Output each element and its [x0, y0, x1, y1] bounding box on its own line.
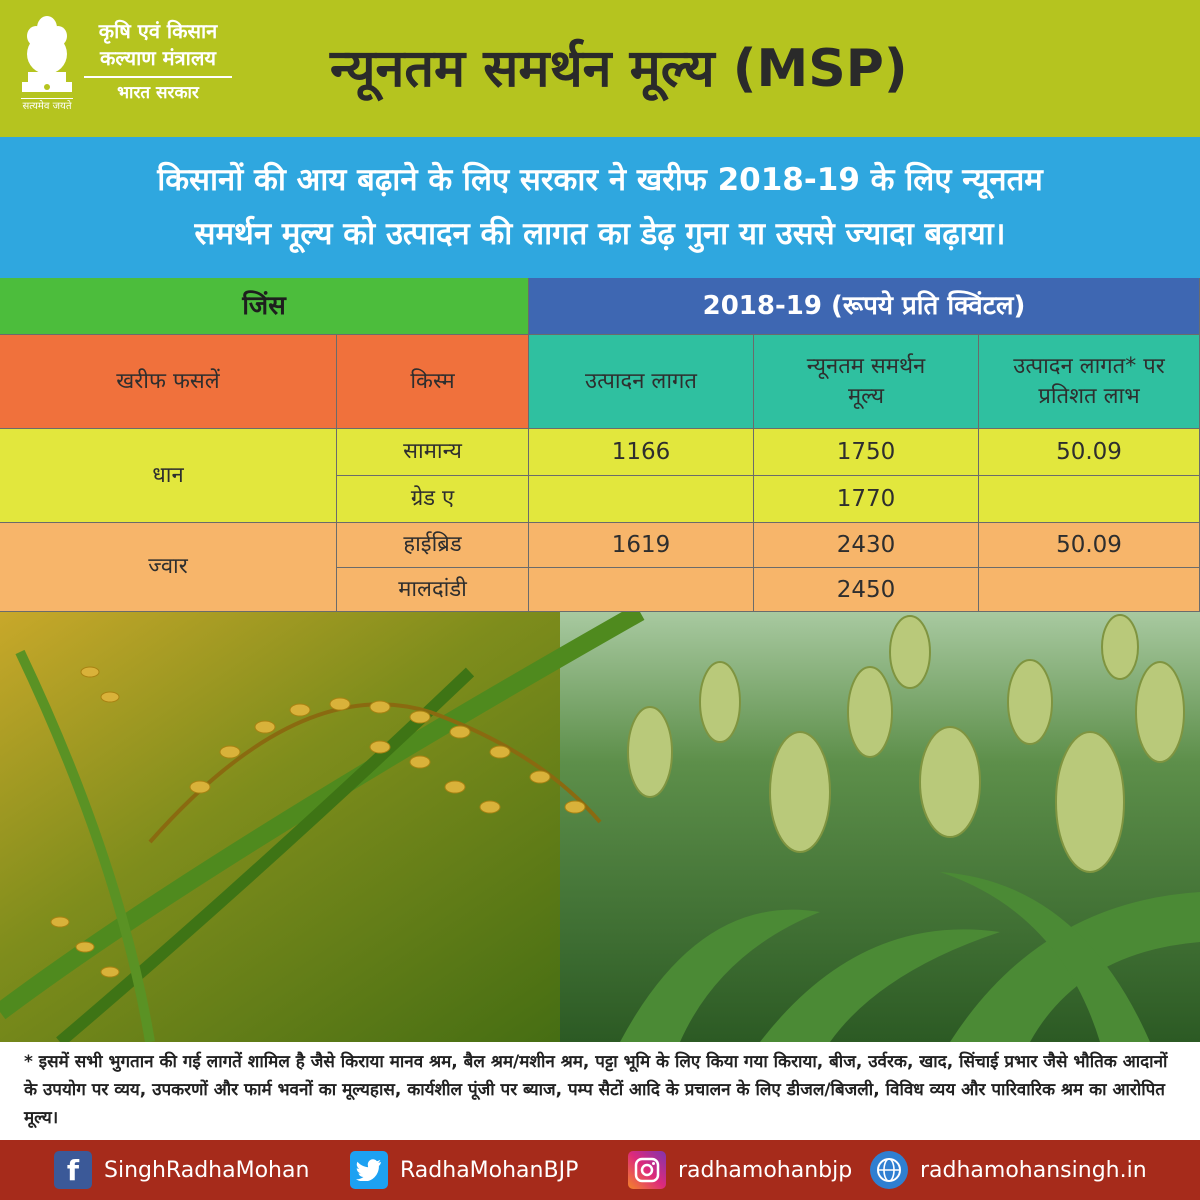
msp-cell: 2430 [754, 523, 979, 568]
footnote [0, 1042, 1200, 1140]
facebook-link[interactable] [54, 1150, 309, 1190]
globe-icon [870, 1151, 908, 1189]
facebook-handle: SinghRadhaMohan [104, 1157, 310, 1183]
msp-cell: 2450 [754, 568, 979, 612]
headline-line2: समर्थन मूल्य को उत्पादन की लागत का डेढ़ गुना या उससे ज्यादा बढ़ाया। [194, 216, 1006, 252]
profit-cell: 50.09 [979, 429, 1200, 476]
instagram-link[interactable] [628, 1150, 852, 1190]
crop-cell-paddy: धान [0, 429, 337, 523]
profit-cell [979, 476, 1200, 523]
instagram-handle: radhamohanbjp [678, 1157, 853, 1183]
column-header-variety: किस्म [337, 335, 529, 429]
twitter-link[interactable] [350, 1150, 578, 1190]
header [0, 0, 1200, 137]
ministry-divider [84, 76, 232, 78]
ministry-line3: भारत सरकार [117, 83, 199, 103]
column-header-msp: न्यूनतम समर्थन मूल्य [754, 335, 979, 429]
headline-banner [0, 137, 1200, 278]
website-url: radhamohansingh.in [920, 1157, 1147, 1183]
variety-cell: सामान्य [337, 429, 529, 476]
column-header-crop: खरीफ फसलें [0, 335, 337, 429]
ministry-line1: कृषि एवं किसान [98, 19, 218, 43]
msp-cell: 1750 [754, 429, 979, 476]
national-emblem-icon [18, 10, 76, 110]
group-header-year: 2018-19 (रूपये प्रति क्विंटल) [529, 278, 1200, 335]
profit-cell: 50.09 [979, 523, 1200, 568]
variety-cell: मालदांडी [337, 568, 529, 612]
website-link[interactable] [870, 1150, 1147, 1190]
crop-cell-jowar: ज्वार [0, 523, 337, 612]
footnote-text: * इसमें सभी भुगतान की गई लागतें शामिल है जैसे किराया मानव श्रम, बैल श्रम/मशीन श्रम, पट्टा भूमि के लिए किया गया किराया, बीज, उर्वरक, खाद, सिंचाई प्रभार जैसे भौतिक आदानों के उपयोग पर व्यय, उपकरणों और फार्म भवनों का मूल्यहास, कार्यशील पूंजी पर ब्याज, पम्प सैटों आदि के प्रचालन के लिए डीजल/बिजली, विविध व्यय और पारिवारिक श्रम का आरोपित मूल्य। [24, 1052, 1168, 1128]
page-title: न्यूनतम समर्थन मूल्य (MSP) [330, 39, 908, 99]
column-header-profit: उत्पादन लागत* पर प्रतिशत लाभ [979, 335, 1200, 429]
group-header-commodity: जिंस [0, 278, 529, 335]
crop-field-photo [0, 612, 1200, 1042]
headline-line1: किसानों की आय बढ़ाने के लिए सरकार ने खरीफ 2018-19 के लिए न्यूनतम [157, 162, 1043, 198]
facebook-icon: f [54, 1151, 92, 1189]
headline-text [20, 153, 1180, 261]
instagram-icon [628, 1151, 666, 1189]
ministry-line2: कल्याण मंत्रालय [99, 46, 217, 70]
cost-cell: 1166 [529, 429, 754, 476]
twitter-handle: RadhaMohanBJP [400, 1157, 579, 1183]
twitter-icon [350, 1151, 388, 1189]
variety-cell: हाईब्रिड [337, 523, 529, 568]
social-bar [0, 1140, 1200, 1200]
msp-cell: 1770 [754, 476, 979, 523]
profit-cell [979, 568, 1200, 612]
cost-cell [529, 476, 754, 523]
variety-cell: ग्रेड ए [337, 476, 529, 523]
column-header-cost: उत्पादन लागत [529, 335, 754, 429]
msp-table [0, 278, 1200, 612]
emblem-motto: सत्यमेव जयते [22, 101, 72, 112]
cost-cell [529, 568, 754, 612]
cost-cell: 1619 [529, 523, 754, 568]
ministry-name [84, 18, 232, 104]
